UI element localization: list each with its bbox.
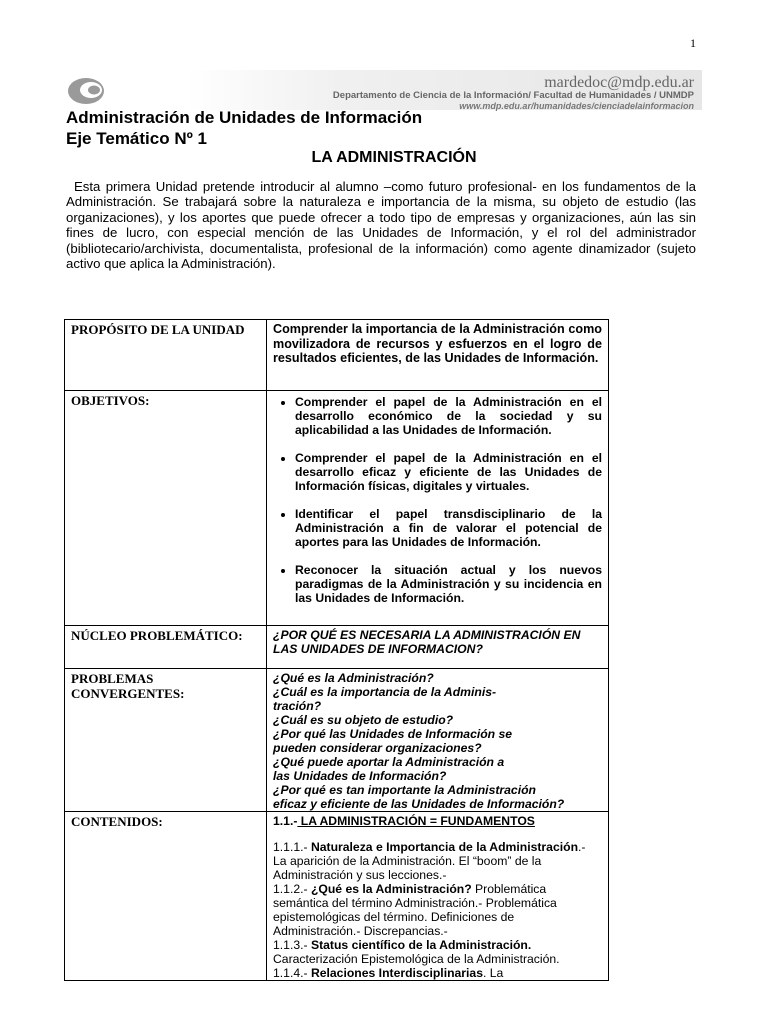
objective-item: • Identificar el papel transdisciplinario de la Administración a fin de valorar el potencial de aportes para las Unidades de Información. [295, 507, 602, 549]
item-number: 1.1.2.- [273, 882, 311, 896]
problem-question: ¿Por qué las Unidades de Información se [273, 727, 513, 741]
content-item [273, 840, 602, 882]
problem-question: ¿Cuál es su objeto de estudio? [273, 713, 454, 727]
problem-question: eficaz y eficiente de las Unidades de Información? [273, 797, 565, 811]
department-name: Departamento de Ciencia de la Información/ Facultad de Humanidades / UNMDP [332, 90, 694, 101]
item-text: Problemática semántica del término Administración.- Problemática epistemológicas del término. Definiciones de Administración.- Discrepancias.- [273, 882, 557, 938]
content-item [273, 966, 602, 980]
page-number: 1 [690, 36, 696, 50]
syllabus-table [64, 319, 609, 981]
document-subtitle: Eje Temático Nº 1 [66, 129, 207, 148]
nucleo-label: NÚCLEO PROBLEMÁTICO: [65, 626, 267, 669]
contenidos-cell [267, 812, 609, 981]
table-row-objetivos [65, 391, 609, 626]
item-title: ¿Qué es la Administración? [310, 882, 472, 896]
item-number: 1.1.3.- [273, 938, 311, 952]
proposito-text: Comprender la importancia de la Administración como movilizadora de recursos y esfuerzos en el logro de resultados eficientes, de las Unidades de Información. [267, 320, 609, 391]
nucleo-text: ¿POR QUÉ ES NECESARIA LA ADMINISTRACIÓN EN LAS UNIDADES DE INFORMACION? [267, 626, 609, 669]
table-row-proposito [65, 320, 609, 391]
objective-item: • Comprender el papel de la Administración en el desarrollo económico de la sociedad y su aplicabilidad a las Unidades de Información. [295, 395, 602, 437]
item-text: . La [483, 966, 504, 980]
section-title: LA ADMINISTRACIÓN = FUNDAMENTOS [297, 814, 535, 828]
contact-email[interactable]: mardedoc@mdp.edu.ar [544, 74, 694, 91]
item-text: .- La aparición de la Administración. El “boom” de la Administración y sus lecciones.- [273, 840, 586, 882]
objectives-list [273, 395, 602, 605]
table-row-problemas [65, 669, 609, 812]
objetivos-cell [267, 391, 609, 626]
objective-item: • Comprender el papel de la Administración en el desarrollo eficaz y eficiente de las Unidades de Información físicas, digitales y virtuales. [295, 451, 602, 493]
section-number: 1.1.- [273, 814, 298, 828]
intro-paragraph: Esta primera Unidad pretende introducir al alumno –como futuro profesional- en los fundamentos de la Administración. Se trabajará sobre la naturaleza e importancia de la misma, su objeto de estudio (las organizaciones), y los aportes que puede ofrecer a todo tipo de empresas y organizaciones, aún las sin fines de lucro, con especial mención de las Unidades de Información, y el rol del administrador (bibliotecario/archivista, documentalista, profesional de la información) como agente dinamizador (sujeto activo que aplica la Administración). [66, 179, 696, 272]
item-number: 1.1.1.- [273, 840, 311, 854]
content-item [273, 882, 602, 938]
objective-item: • Reconocer la situación actual y los nuevos paradigmas de la Administración y su incidencia en las Unidades de Información. [295, 563, 602, 605]
problem-question: ¿Qué puede aportar la Administración a [273, 755, 505, 769]
problemas-cell [267, 669, 609, 812]
banner-band [186, 70, 702, 110]
problem-question: ¿Cuál es la importancia de la Adminis- [273, 685, 497, 699]
document-title: Administración de Unidades de Información [66, 108, 423, 127]
item-title: Relaciones Interdisciplinarias [310, 966, 483, 980]
problemas-label: PROBLEMAS CONVERGENTES: [65, 669, 267, 812]
problem-question: tración? [273, 699, 322, 713]
problem-question: ¿Qué es la Administración? [273, 671, 434, 685]
university-logo-icon [66, 76, 108, 106]
content-item [273, 938, 602, 966]
item-title: Naturaleza e Importancia de la Administración [310, 840, 579, 854]
table-row-contenidos [65, 812, 609, 981]
problem-question: las Unidades de Información? [273, 769, 447, 783]
item-title: Status científico de la Administración. [310, 938, 532, 952]
table-row-nucleo [65, 626, 609, 669]
item-text: Caracterización Epistemológica de la Administración. [273, 952, 560, 966]
item-number: 1.1.4.- [273, 966, 311, 980]
section-heading [273, 814, 602, 828]
document-heading: LA ADMINISTRACIÓN [311, 149, 477, 166]
objetivos-label: OBJETIVOS: [65, 391, 267, 626]
proposito-label: PROPÓSITO DE LA UNIDAD [65, 320, 267, 391]
website-url[interactable]: www.mdp.edu.ar/humanidades/cienciadelainformacion [459, 101, 694, 111]
contenidos-label: CONTENIDOS: [65, 812, 267, 981]
problem-question: pueden considerar organizaciones? [273, 741, 482, 755]
problem-question: ¿Por qué es tan importante la Administración [273, 783, 536, 797]
